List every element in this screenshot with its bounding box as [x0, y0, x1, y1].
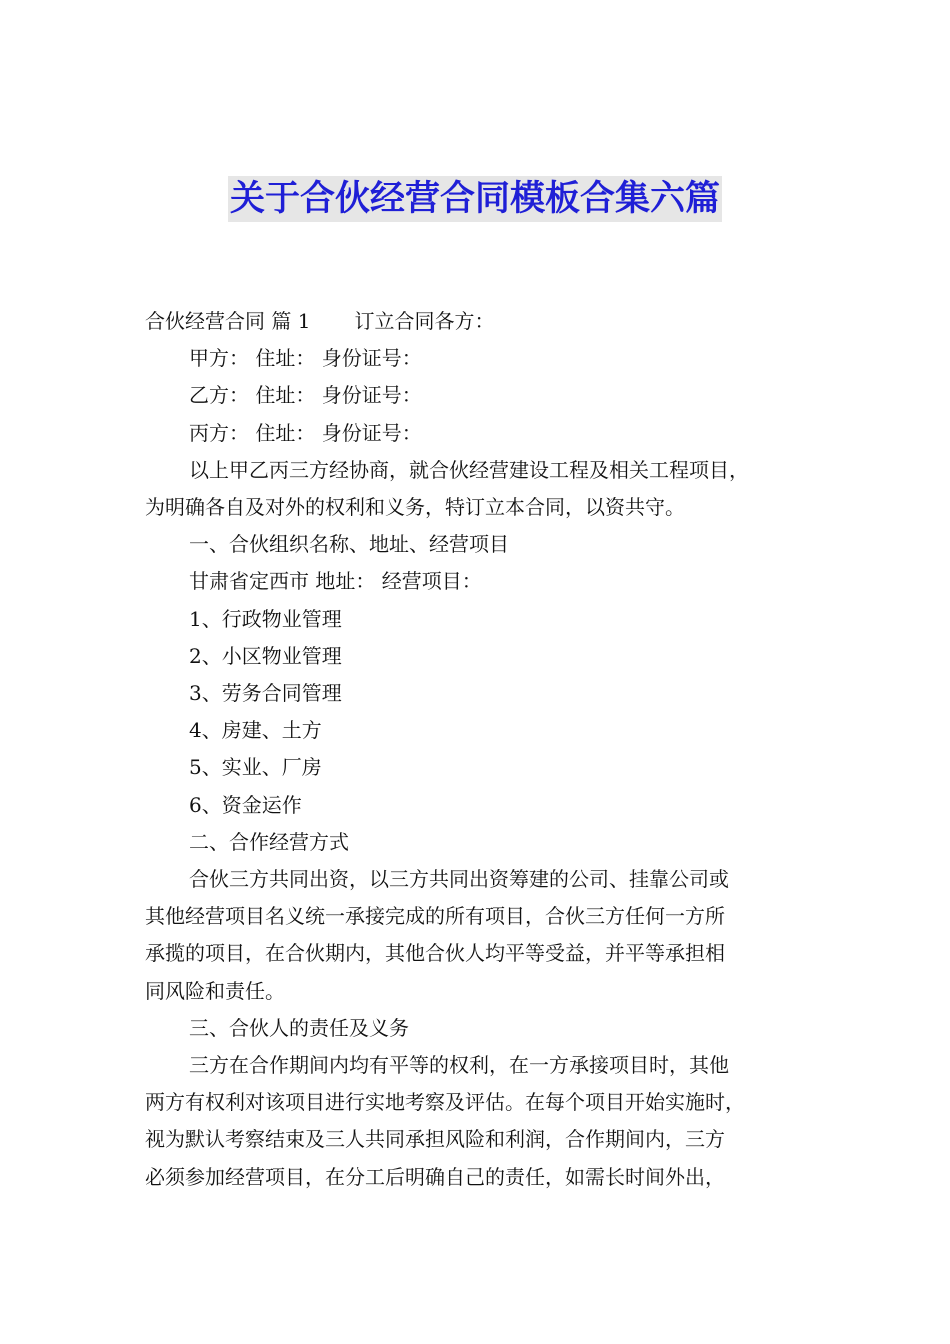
address-line: 甘肃省定西市 地址： 经营项目：	[189, 569, 482, 594]
contract-number: 合伙经营合同 篇 1	[145, 309, 311, 333]
section-3-heading: 三、合伙人的责任及义务	[189, 1015, 409, 1040]
document-title: 关于合伙经营合同模板合集六篇	[228, 176, 722, 222]
intro-line-1: 以上甲乙丙三方经协商，就合伙经营建设工程及相关工程项目，	[189, 457, 749, 482]
section-3-line-1: 三方在合作期间内均有平等的权利，在一方承接项目时，其他	[189, 1053, 729, 1078]
section-2-line-2: 其他经营项目名义统一承接完成的所有项目，合伙三方任何一方所	[145, 904, 725, 929]
list-item: 6、资金运作	[189, 792, 302, 817]
party-c-line: 丙方： 住址： 身份证号：	[189, 420, 422, 445]
section-3-line-3: 视为默认考察结束及三人共同承担风险和利润，合作期间内，三方	[145, 1127, 725, 1152]
party-b-line: 乙方： 住址： 身份证号：	[189, 383, 422, 408]
parties-heading: 订立合同各方：	[354, 309, 495, 333]
party-a-line: 甲方： 住址： 身份证号：	[189, 346, 422, 371]
list-item: 3、劳务合同管理	[189, 681, 342, 706]
list-item: 2、小区物业管理	[189, 643, 342, 668]
document-body	[145, 303, 810, 1196]
section-2-line-1: 合伙三方共同出资，以三方共同出资筹建的公司、挂靠公司或	[189, 867, 729, 892]
section-2-line-3: 承揽的项目，在合伙期内，其他合伙人均平等受益，并平等承担相	[145, 941, 725, 966]
section-3-line-2: 两方有权利对该项目进行实地考察及评估。在每个项目开始实施时，	[145, 1090, 745, 1115]
list-item: 1、行政物业管理	[189, 606, 342, 631]
section-2-line-4: 同风险和责任。	[145, 978, 285, 1003]
section-3-line-4: 必须参加经营项目，在分工后明确自己的责任，如需长时间外出，	[145, 1164, 725, 1189]
list-item: 5、实业、厂房	[189, 755, 322, 780]
title-wrap	[0, 176, 950, 222]
contract-heading-line	[145, 303, 810, 340]
intro-line-2: 为明确各自及对外的权利和义务，特订立本合同，以资共守。	[145, 495, 685, 520]
section-2-heading: 二、合作经营方式	[189, 829, 349, 854]
section-1-heading: 一、合伙组织名称、地址、经营项目	[189, 532, 509, 557]
list-item: 4、房建、土方	[189, 718, 322, 743]
